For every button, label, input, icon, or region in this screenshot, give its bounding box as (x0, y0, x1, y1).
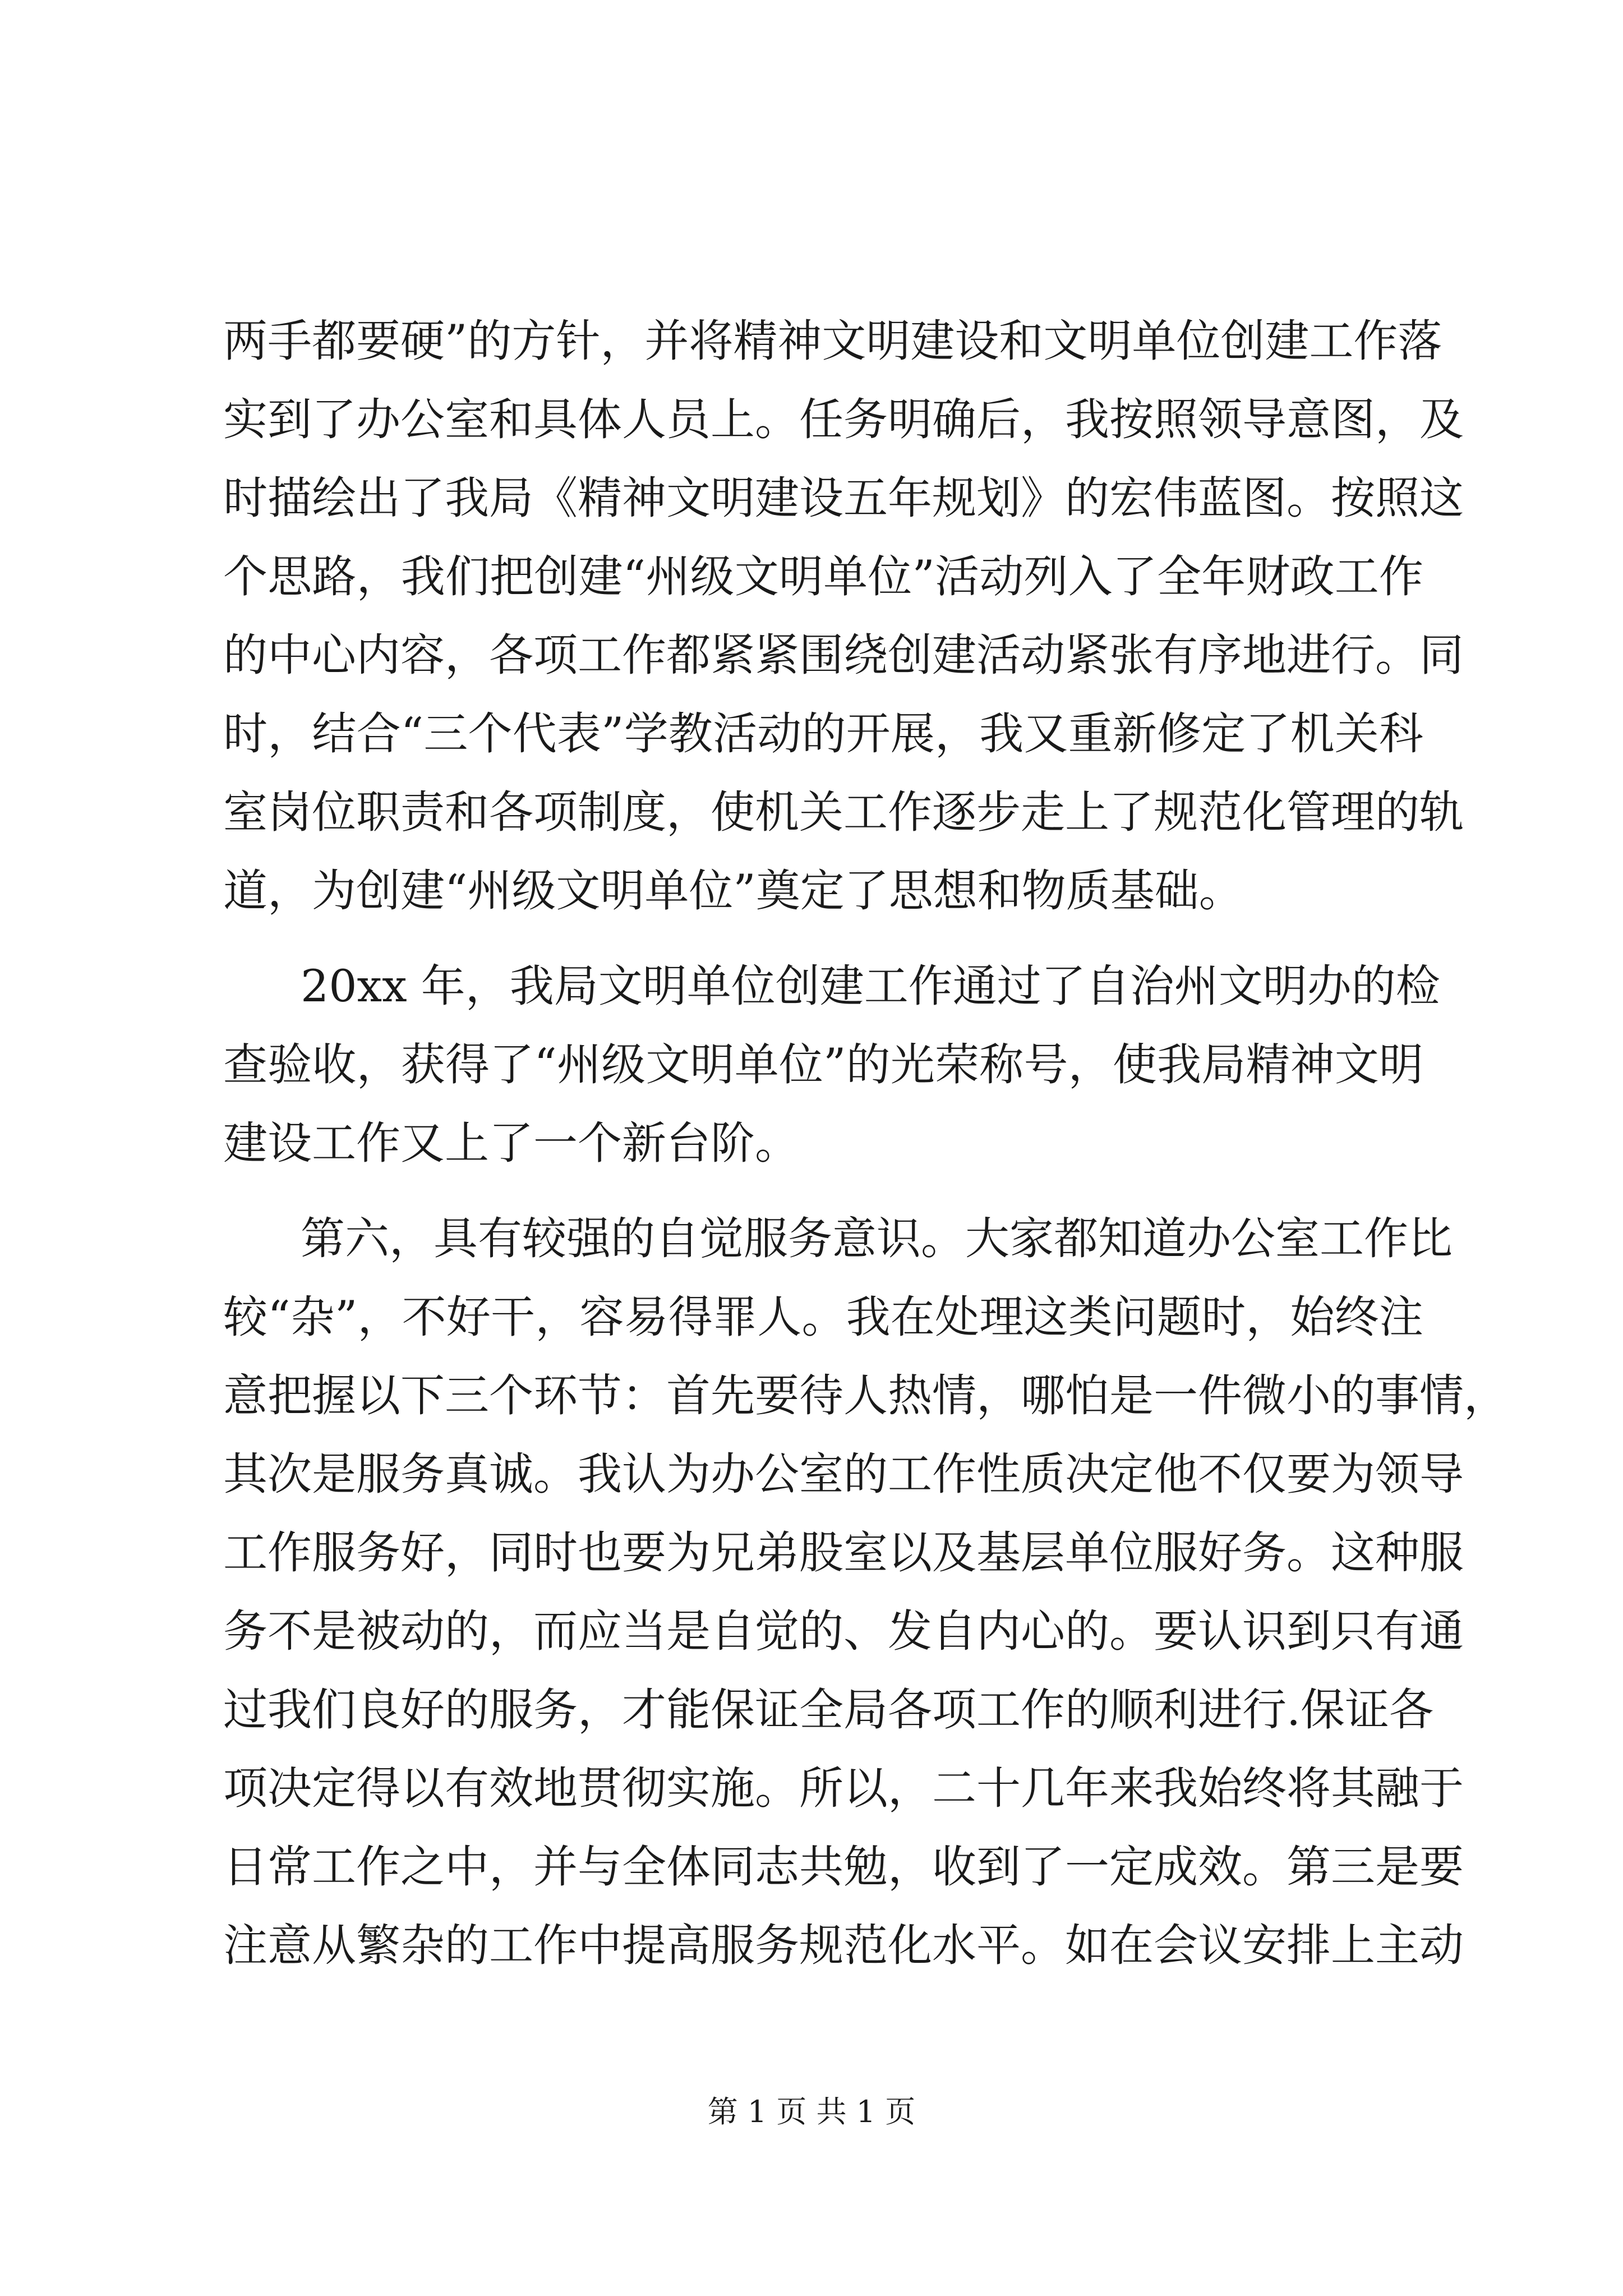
body-text-line: 两手都要硬”的方针，并将精神文明建设和文明单位创建工作落 (223, 315, 1442, 367)
body-text-line: 查验收，获得了“州级文明单位”的光荣称号，使我局精神文明 (223, 1039, 1423, 1091)
body-text-line: 实到了办公室和具体人员上。任务明确后，我按照领导意图，及 (223, 394, 1464, 445)
body-text-line: 的中心内容，各项工作都紧紧围绕创建活动紧张有序地进行。同 (223, 629, 1464, 681)
page-number-footer: 第 1 页 共 1 页 (707, 2094, 916, 2129)
body-text-line: 时描绘出了我局《精神文明建设五年规划》的宏伟蓝图。按照这 (223, 472, 1464, 524)
body-text-line: 较“杂”，不好干，容易得罪人。我在处理这类问题时，始终注 (223, 1291, 1423, 1343)
body-text-line: 工作服务好，同时也要为兄弟股室以及基层单位服好务。这种服 (223, 1527, 1464, 1579)
paragraph-first-line: 20xx 年，我局文明单位创建工作通过了自治州文明办的检 (301, 960, 1440, 1012)
body-text-line: 道，为创建“州级文明单位”奠定了思想和物质基础。 (223, 865, 1243, 917)
body-text-line: 注意从繁杂的工作中提高服务规范化水平。如在会议安排上主动 (223, 1920, 1464, 1971)
body-text-line: 日常工作之中，并与全体同志共勉，收到了一定成效。第三是要 (223, 1841, 1464, 1893)
body-text-line: 其次是服务真诚。我认为办公室的工作性质决定他不仅要为领导 (223, 1448, 1464, 1500)
body-text-line: 意把握以下三个环节：首先要待人热情，哪怕是一件微小的事情， (223, 1370, 1508, 1421)
paragraph-first-line: 第六，具有较强的自觉服务意识。大家都知道办公室工作比 (301, 1213, 1453, 1264)
body-text-line: 室岗位职责和各项制度，使机关工作逐步走上了规范化管理的轨 (223, 786, 1464, 838)
body-text-line: 建设工作又上了一个新台阶。 (223, 1117, 799, 1169)
body-text-line: 个思路，我们把创建“州级文明单位”活动列入了全年财政工作 (223, 551, 1423, 602)
body-text-line: 过我们良好的服务，才能保证全局各项工作的顺利进行.保证各 (223, 1684, 1434, 1736)
body-text-line: 时，结合“三个代表”学教活动的开展，我又重新修定了机关科 (223, 708, 1423, 760)
body-text-line: 务不是被动的，而应当是自觉的、发自内心的。要认识到只有通 (223, 1605, 1464, 1657)
body-text-line: 项决定得以有效地贯彻实施。所以，二十几年来我始终将其融于 (223, 1763, 1464, 1814)
